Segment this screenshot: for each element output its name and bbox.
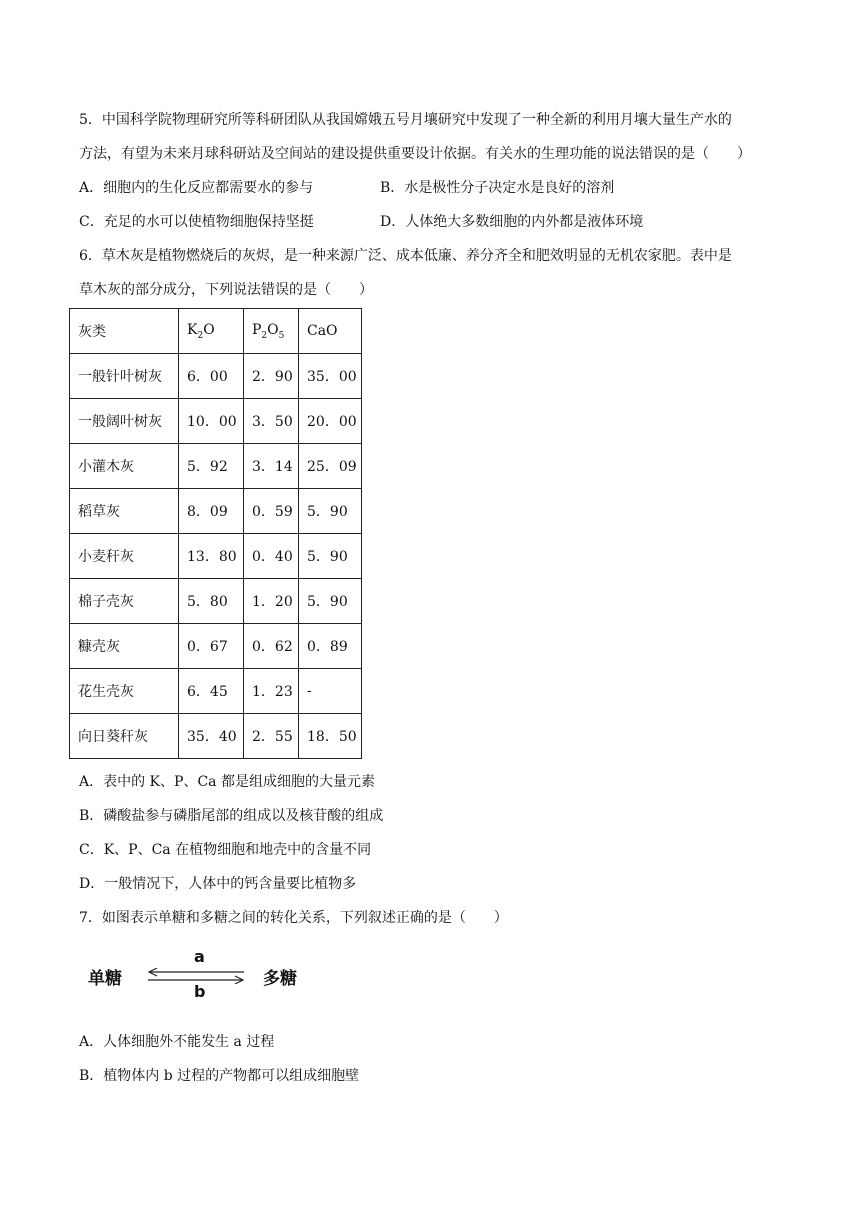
cell-cao: 5．90 <box>299 489 362 534</box>
q6-option-d: D．一般情况下，人体中的钙含量要比植物多 <box>79 876 357 892</box>
cell-ash-type: 向日葵秆灰 <box>70 714 179 759</box>
cell-cao: 18．50 <box>299 714 362 759</box>
q5-option-a: A．细胞内的生化反应都需要水的参与 <box>79 180 314 196</box>
cell-p2o5: 0．59 <box>244 489 299 534</box>
cell-k2o: 13．80 <box>179 534 244 579</box>
q5-option-c: C．充足的水可以使植物细胞保持坚挺 <box>79 214 314 230</box>
cell-p2o5: 3．50 <box>244 399 299 444</box>
q6-option-c: C．K、P、Ca 在植物细胞和地壳中的含量不同 <box>79 842 372 858</box>
diagram-monosaccharide-label: 单糖 <box>88 969 122 989</box>
cell-p2o5: 1．23 <box>244 669 299 714</box>
sugar-conversion-diagram <box>88 947 318 1010</box>
q7-option-b: B．植物体内 b 过程的产物都可以组成细胞壁 <box>79 1068 360 1084</box>
diagram-polysaccharide-label: 多糖 <box>263 969 297 989</box>
q7-stem: 7．如图表示单糖和多糖之间的转化关系，下列叙述正确的是（ ） <box>79 910 508 926</box>
cell-ash-type: 小麦秆灰 <box>70 534 179 579</box>
cell-ash-type: 糠壳灰 <box>70 624 179 669</box>
cell-k2o: 10．00 <box>179 399 244 444</box>
cell-p2o5: 2．55 <box>244 714 299 759</box>
q5-stem-line2: 方法，有望为未来月球科研站及空间站的建设提供重要设计依据。有关水的生理功能的说法错误的是（ ） <box>79 146 751 162</box>
q6-option-b: B．磷酸盐参与磷脂尾部的组成以及核苷酸的组成 <box>79 808 384 824</box>
cell-p2o5: 3．14 <box>244 444 299 489</box>
cell-cao: 5．90 <box>299 579 362 624</box>
header-k2o: $K_2O$ <box>179 309 244 354</box>
diagram-arrow-label-b: b <box>194 982 206 1001</box>
cell-k2o: 6．00 <box>179 354 244 399</box>
cell-cao: - <box>299 669 362 714</box>
cell-cao: 20．00 <box>299 399 362 444</box>
q5-option-b: B．水是极性分子决定水是良好的溶剂 <box>380 180 615 196</box>
q5-option-d: D．人体绝大多数细胞的内外都是液体环境 <box>380 214 644 230</box>
header-cao: CaO <box>299 309 362 354</box>
q5-stem-line1: 5．中国科学院物理研究所等科研团队从我国嫦娥五号月壤研究中发现了一种全新的利用月壤大量生产水的 <box>79 112 732 128</box>
cell-ash-type: 棉子壳灰 <box>70 579 179 624</box>
cell-ash-type: 稻草灰 <box>70 489 179 534</box>
cell-p2o5: 0．40 <box>244 534 299 579</box>
q6-stem-line1: 6．草木灰是植物燃烧后的灰烬，是一种来源广泛、成本低廉、养分齐全和肥效明显的无机农家肥。表中是 <box>79 248 732 264</box>
cell-cao: 35．00 <box>299 354 362 399</box>
cell-k2o: 6．45 <box>179 669 244 714</box>
cell-ash-type: 花生壳灰 <box>70 669 179 714</box>
table-row <box>70 399 362 444</box>
q7-option-a: A．人体细胞外不能发生 a 过程 <box>79 1034 275 1050</box>
cell-ash-type: 一般阔叶树灰 <box>70 399 179 444</box>
diagram-arrow-label-a: a <box>194 947 205 966</box>
cell-k2o: 5．92 <box>179 444 244 489</box>
q6-option-a: A．表中的 K、P、Ca 都是组成细胞的大量元素 <box>79 774 375 790</box>
table-row <box>70 579 362 624</box>
q6-stem-line2: 草木灰的部分成分，下列说法错误的是（ ） <box>79 282 373 298</box>
cell-ash-type: 一般针叶树灰 <box>70 354 179 399</box>
cell-k2o: 0．67 <box>179 624 244 669</box>
ash-composition-table <box>69 308 362 759</box>
cell-ash-type: 小灌木灰 <box>70 444 179 489</box>
table-row <box>70 534 362 579</box>
header-ash-type: 灰类 <box>70 309 179 354</box>
cell-k2o: 5．80 <box>179 579 244 624</box>
table-row <box>70 624 362 669</box>
cell-p2o5: 1．20 <box>244 579 299 624</box>
cell-k2o: 8．09 <box>179 489 244 534</box>
cell-k2o: 35．40 <box>179 714 244 759</box>
table-row <box>70 444 362 489</box>
double-arrow-icon <box>146 968 246 984</box>
cell-cao: 25．09 <box>299 444 362 489</box>
header-p2o5: $P_2O_5$ <box>244 309 299 354</box>
table-row <box>70 354 362 399</box>
cell-cao: 0．89 <box>299 624 362 669</box>
table-row <box>70 489 362 534</box>
cell-cao: 5．90 <box>299 534 362 579</box>
table-row <box>70 669 362 714</box>
table-row <box>70 714 362 759</box>
cell-p2o5: 2．90 <box>244 354 299 399</box>
table-header-row <box>70 309 362 354</box>
cell-p2o5: 0．62 <box>244 624 299 669</box>
